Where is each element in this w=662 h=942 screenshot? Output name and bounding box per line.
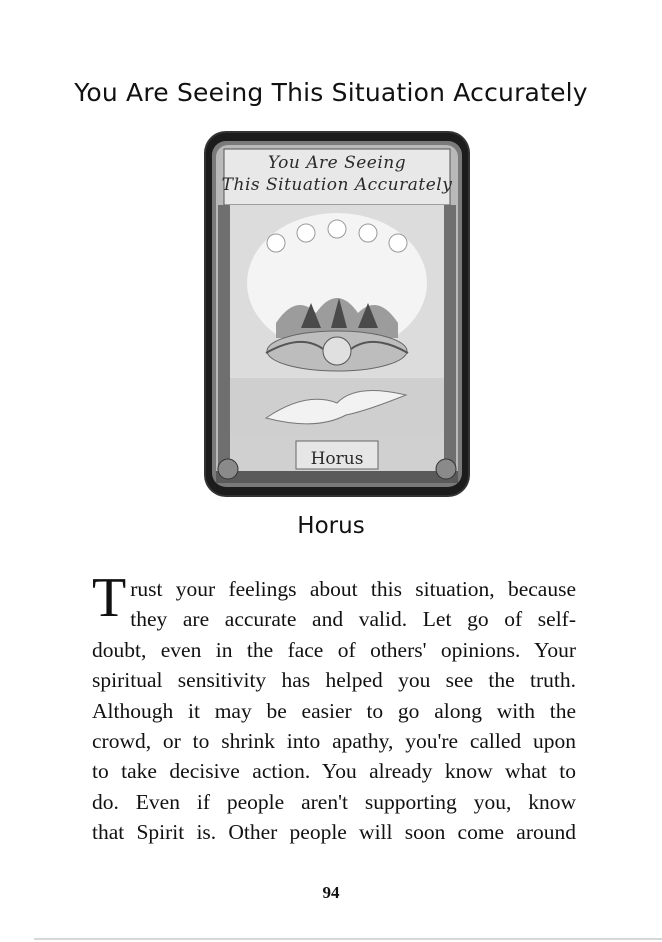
page-number: 94	[322, 883, 340, 902]
body-line: to take decisive action. You already know what to	[92, 759, 576, 784]
card-title-line2: This Situation Accurately	[221, 175, 453, 195]
body-line: doubt, even in the face of others' opinions. Your	[92, 637, 576, 662]
body-paragraph	[92, 567, 576, 848]
body-line: they are accurate and valid. Let go of self-	[130, 607, 576, 632]
body-line: that Spirit is. Other people will soon come around	[92, 820, 576, 845]
card-deity-label: Horus	[310, 449, 364, 469]
page-edge-divider	[34, 938, 662, 940]
oracle-card	[206, 133, 468, 495]
body-line: spiritual sensitivity has helped you see the truth.	[92, 668, 576, 693]
body-line: do. Even if people aren't supporting you, know	[92, 789, 576, 814]
body-line: Although it may be easier to go along with the	[92, 698, 576, 723]
body-line: rust your feelings about this situation, because	[130, 577, 576, 601]
card-title-line1: You Are Seeing	[267, 153, 407, 173]
deity-name: Horus	[297, 513, 365, 539]
page-heading: You Are Seeing This Situation Accurately	[74, 78, 588, 107]
drop-cap: T	[92, 567, 127, 629]
body-line: crowd, or to shrink into apathy, you're called upon	[92, 729, 576, 754]
